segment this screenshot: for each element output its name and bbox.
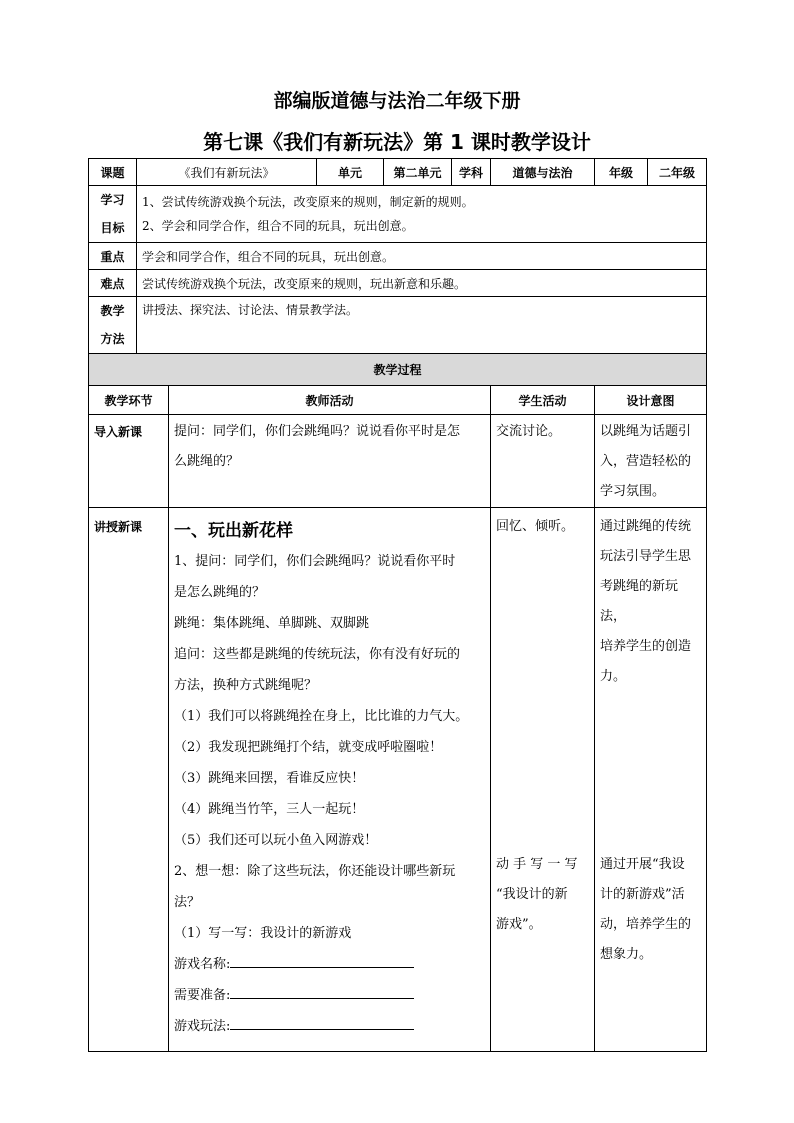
- game-prep-label: 需要准备:: [174, 988, 231, 1003]
- lesson-intent-1-line: 考跳绳的新玩法，: [600, 579, 679, 624]
- document-subtitle: 第七课《我们有新玩法》第 1 课时教学设计: [203, 130, 591, 154]
- lesson-student-2-line1: 动 手 写 一 写: [496, 857, 578, 872]
- lesson-intent-2-line: 计的新游戏”活: [600, 887, 685, 902]
- grade-value: 二年级: [648, 159, 707, 186]
- lesson-line: （3）跳绳来回摆，看谁反应快！: [174, 771, 365, 786]
- col-student: 学生活动: [491, 386, 595, 415]
- lesson-intent-2-line: 想象力。: [600, 947, 653, 962]
- goal-item-2: 2、学会和同学合作，组合不同的玩具，玩出创意。: [142, 219, 414, 233]
- lesson-teacher: [169, 508, 491, 1052]
- lesson-row: [89, 508, 707, 1052]
- game-play-label: 游戏玩法:: [174, 1019, 231, 1034]
- lesson-line: （1）写一写：我设计的新游戏: [174, 926, 352, 941]
- method-label-line1: 教学: [100, 304, 125, 318]
- game-name-field: [174, 949, 485, 980]
- lesson-intent-1-line: 力。: [600, 669, 627, 684]
- document-title: 部编版道德与法治二年级下册: [273, 90, 521, 112]
- topic-value: 《我们有新玩法》: [137, 159, 317, 186]
- unit-value: 第二单元: [384, 159, 452, 186]
- intro-intent-line2: 入，营造轻松的: [600, 454, 692, 469]
- lesson-line: 方法，换种方式跳绳呢？: [174, 678, 318, 693]
- intro-student: 交流讨论。: [491, 415, 595, 508]
- goals-row: [89, 186, 707, 243]
- subject-label: 学科: [452, 159, 491, 186]
- intro-teacher: [169, 415, 491, 508]
- lesson-student-2-line3: 游戏”。: [496, 917, 542, 932]
- intro-step: 导入新课: [89, 415, 169, 508]
- unit-label: 单元: [317, 159, 384, 186]
- lesson-intent: [595, 508, 707, 1052]
- lesson-intent-1-line: 玩法引导学生思: [600, 549, 692, 564]
- lesson-line: 2、想一想：除了这些玩法，你还能设计哪些新玩: [174, 864, 456, 879]
- process-columns-row: [89, 386, 707, 415]
- lesson-student: [491, 508, 595, 1052]
- lesson-line: （2）我发现把跳绳打个结，就变成呼啦圈啦！: [174, 740, 443, 755]
- intro-intent-line1: 以跳绳为话题引: [600, 424, 692, 439]
- game-play-blank: [230, 1017, 414, 1030]
- lesson-section-title: 一、玩出新花样: [174, 521, 293, 541]
- lesson-intent-1: [600, 512, 701, 692]
- col-teacher: 教师活动: [169, 386, 491, 415]
- goals-label-line1: 学习: [100, 193, 125, 207]
- lesson-student-1: 回忆、倾听。: [496, 519, 575, 534]
- lesson-line: （1）我们可以将跳绳拴在身上，比比谁的力气大。: [174, 709, 469, 724]
- header-row: [89, 159, 707, 186]
- subject-value: 道德与法治: [491, 159, 595, 186]
- goals-label-line2: 目标: [100, 221, 125, 235]
- lesson-line: 跳绳：集体跳绳、单脚跳、双脚跳: [174, 616, 370, 631]
- intro-row: [89, 415, 707, 508]
- lesson-plan-table: [88, 158, 707, 1052]
- lesson-student-2-line2: “我设计的新: [496, 887, 568, 902]
- process-heading: 教学过程: [89, 354, 707, 386]
- difficulty-label: 难点: [89, 270, 137, 297]
- topic-label: 课题: [89, 159, 137, 186]
- method-text: 讲授法、探究法、讨论法、情景教学法。: [137, 297, 707, 354]
- lesson-student-2: [496, 850, 589, 940]
- lesson-intent-2-line: 通过开展“我设: [600, 857, 685, 872]
- goals-label: [89, 186, 137, 243]
- key-point-row: [89, 243, 707, 270]
- method-label: [89, 297, 137, 354]
- method-label-line2: 方法: [100, 332, 125, 346]
- game-name-blank: [230, 955, 414, 968]
- goal-item-1: 1、尝试传统游戏换个玩法，改变原来的规则，制定新的规则。: [142, 195, 474, 209]
- intro-intent: [595, 415, 707, 508]
- lesson-line: （5）我们还可以玩小鱼入网游戏！: [174, 833, 378, 848]
- game-prep-blank: [230, 986, 414, 999]
- lesson-line: 1、提问：同学们，你们会跳绳吗？说说看你平时: [174, 554, 456, 569]
- intro-intent-line3: 学习氛围。: [600, 484, 666, 499]
- method-row: [89, 297, 707, 354]
- difficulty-row: [89, 270, 707, 297]
- lesson-intent-1-line: 通过跳绳的传统: [600, 519, 692, 534]
- lesson-intent-2: [600, 850, 701, 970]
- key-point-label: 重点: [89, 243, 137, 270]
- lesson-intent-2-line: 动，培养学生的: [600, 917, 692, 932]
- lesson-line: 追问：这些都是跳绳的传统玩法，你有没有好玩的: [174, 647, 461, 662]
- key-point-text: 学会和同学合作，组合不同的玩具，玩出创意。: [137, 243, 707, 270]
- lesson-line: 法？: [174, 895, 201, 910]
- process-heading-row: [89, 354, 707, 386]
- game-name-label: 游戏名称:: [174, 957, 231, 972]
- grade-label: 年级: [595, 159, 648, 186]
- col-intent: 设计意图: [595, 386, 707, 415]
- game-play-field: [174, 1011, 485, 1042]
- lesson-intent-1-line: 培养学生的创造: [600, 639, 692, 654]
- lesson-step: 讲授新课: [89, 508, 169, 1052]
- lesson-line: （4）跳绳当竹竿，三人一起玩！: [174, 802, 365, 817]
- intro-teacher-line2: 么跳绳的？: [174, 454, 240, 469]
- intro-teacher-line1: 提问：同学们，你们会跳绳吗？说说看你平时是怎: [174, 424, 461, 439]
- difficulty-text: 尝试传统游戏换个玩法，改变原来的规则，玩出新意和乐趣。: [137, 270, 707, 297]
- lesson-line: 是怎么跳绳的？: [174, 585, 266, 600]
- col-step: 教学环节: [89, 386, 169, 415]
- goals-content: [137, 186, 707, 243]
- game-prep-field: [174, 980, 485, 1011]
